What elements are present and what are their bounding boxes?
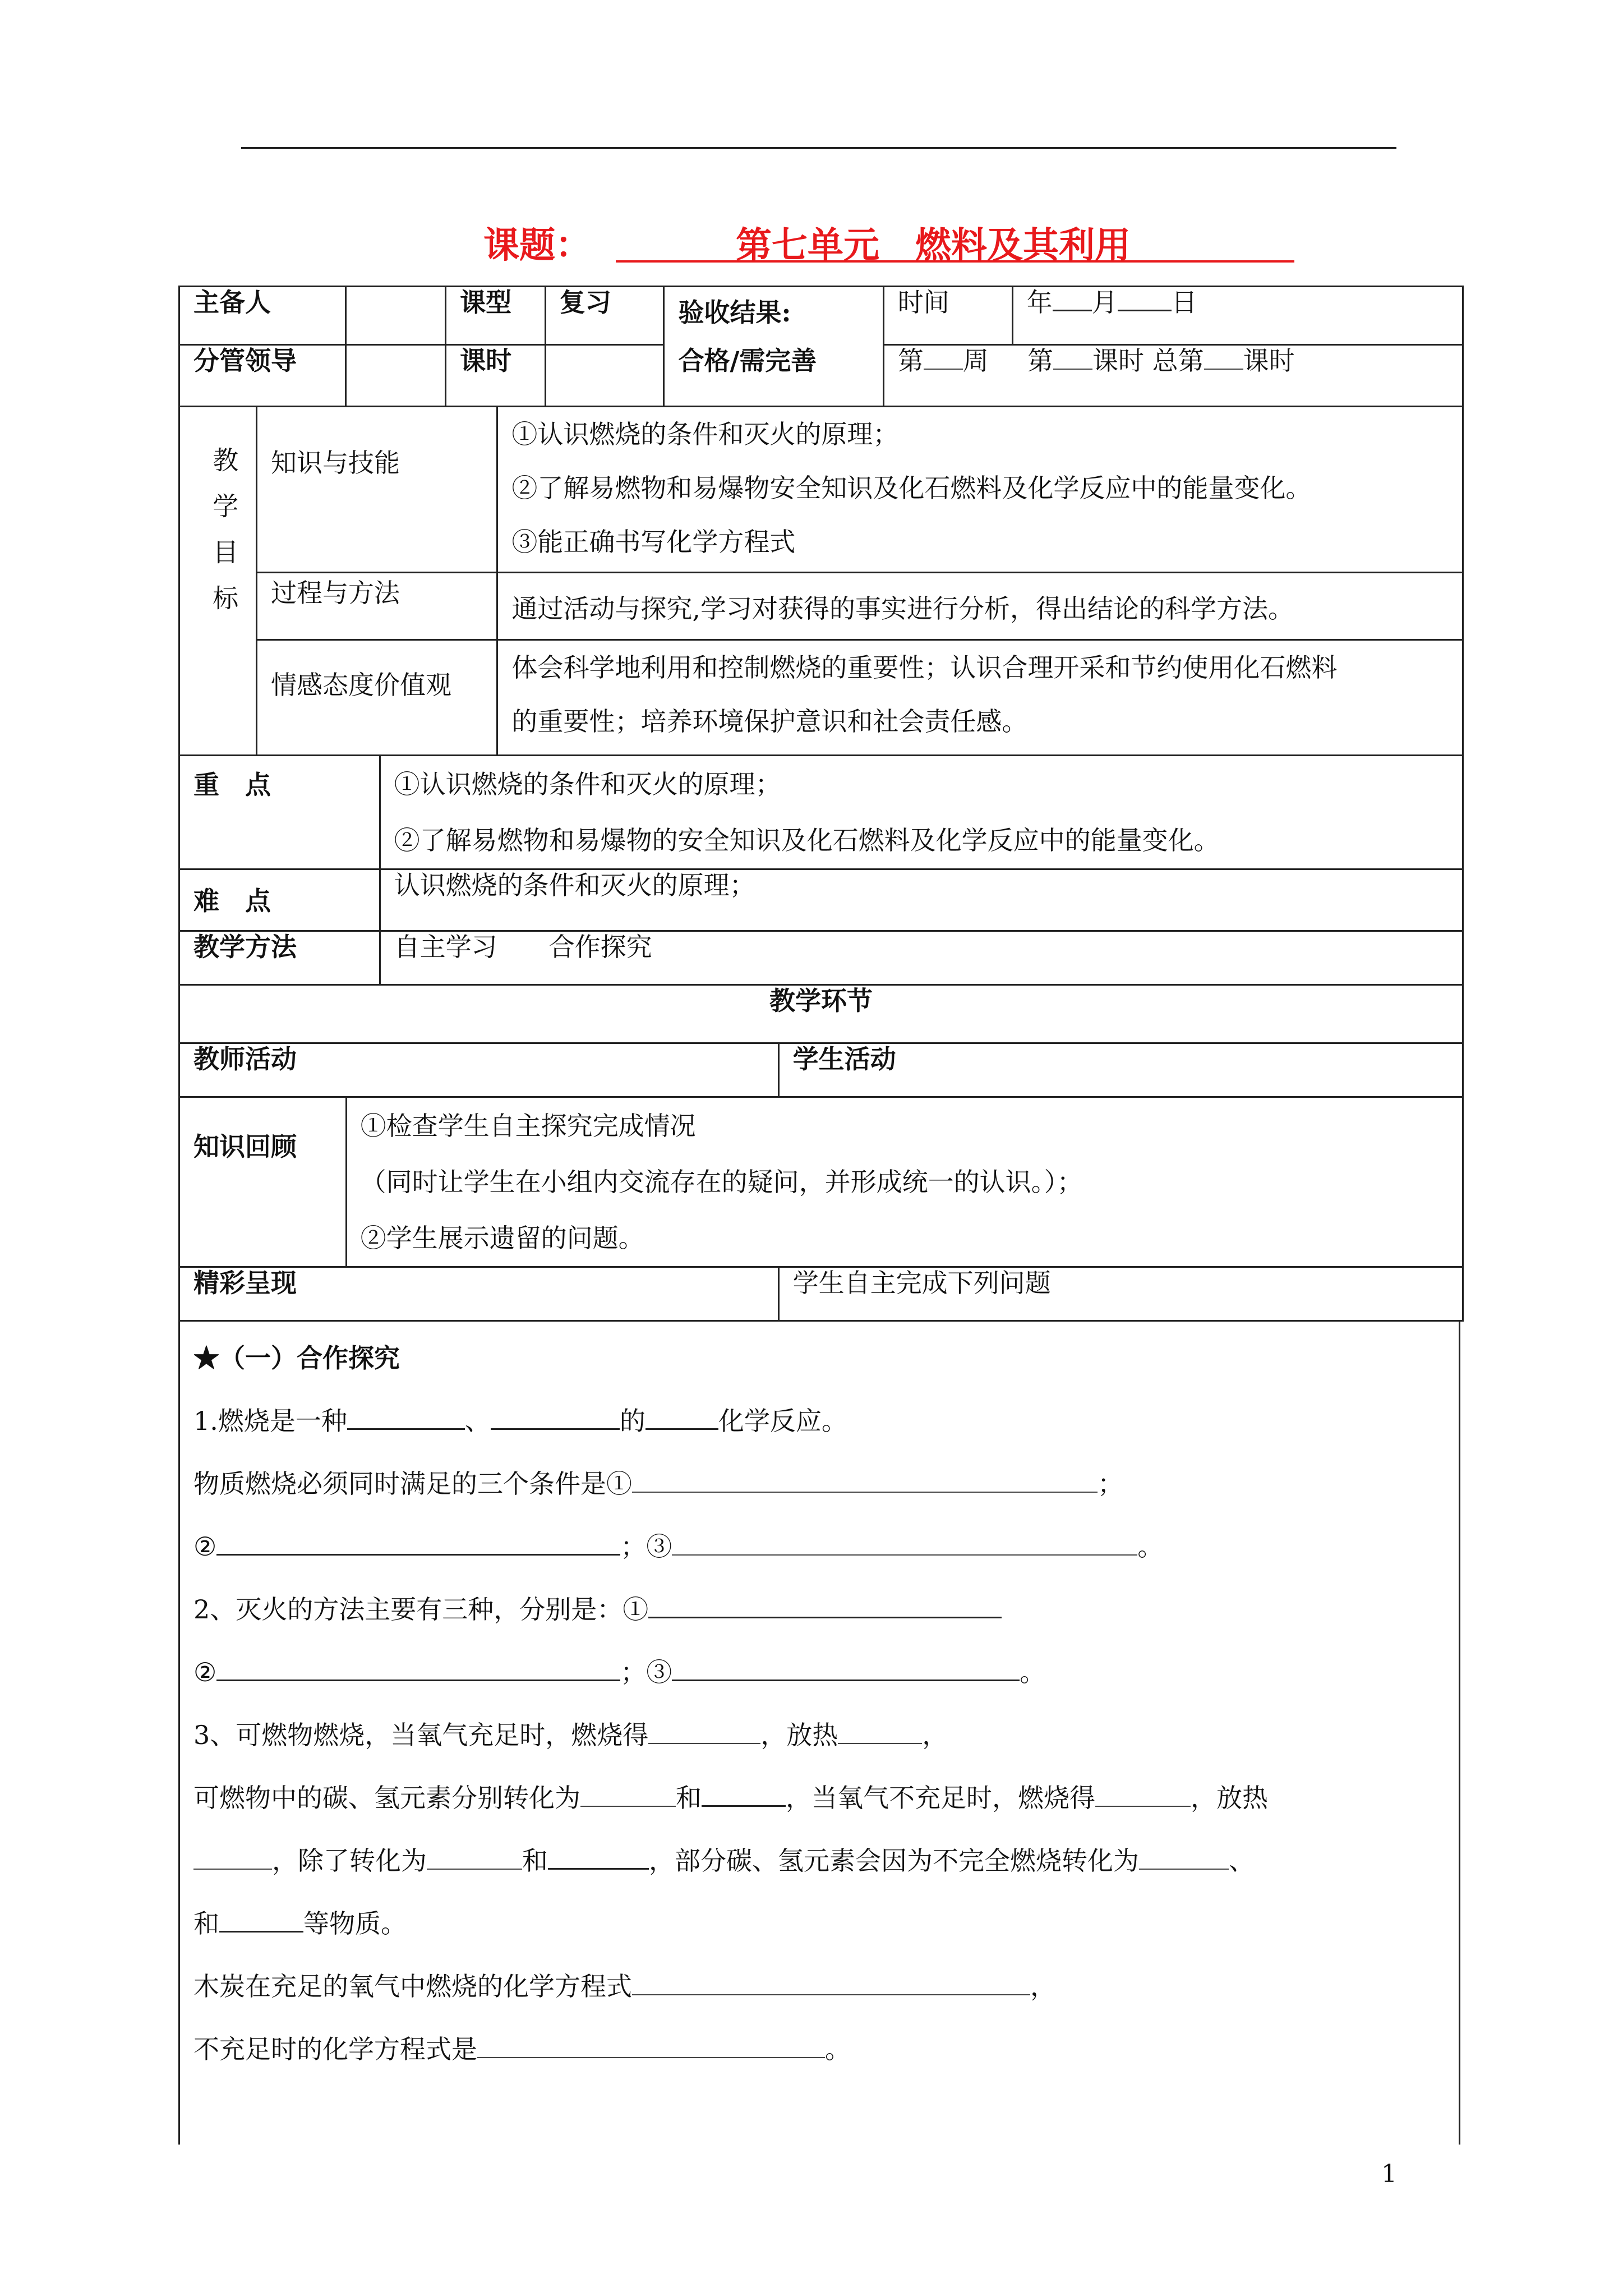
leader-label: 分管领导 xyxy=(179,345,346,407)
blank[interactable] xyxy=(427,1869,522,1870)
question-3: 3、可燃物燃烧，当氧气充足时，燃烧得 ，放热 ， xyxy=(193,1720,948,1750)
knowledge-item: ③能正确书写化学方程式 xyxy=(511,527,796,557)
goals-label: 教学目标 xyxy=(209,447,239,631)
info-table xyxy=(178,286,1464,407)
header-rule xyxy=(241,147,1396,149)
question-1: 1.燃烧是一种 、 的 化学反应。 xyxy=(193,1406,847,1436)
goals-table xyxy=(178,406,1464,756)
process-heading: 教学环节 xyxy=(179,985,1463,1043)
question-4: 木炭在充足的氧气中燃烧的化学方程式 ， xyxy=(193,1971,1056,2001)
question-1-conditions: 物质燃烧必须同时满足的三个条件是① ； xyxy=(193,1469,1123,1499)
date-year: 年 xyxy=(1026,287,1053,318)
hours-label: 课时 xyxy=(446,345,546,407)
knowledge-item: ②了解易燃物和易爆物安全知识及化石燃料及化学反应中的能量变化。 xyxy=(511,473,1312,503)
exercise-heading: ★（一）合作探究 xyxy=(193,1343,400,1373)
blank[interactable] xyxy=(672,1680,1020,1681)
blank[interactable] xyxy=(672,1554,1137,1556)
blank[interactable] xyxy=(216,1554,620,1556)
key-points-label: 重 点 xyxy=(179,756,380,869)
knowledge-item: ①认识燃烧的条件和灭火的原理； xyxy=(511,419,899,449)
emotion-label: 情感态度价值观 xyxy=(256,640,497,756)
difficult-label: 难 点 xyxy=(179,869,380,931)
emotion-cell: 体会科学地利用和控制燃烧的重要性；认识合理开采和节约使用化石燃料 的重要性；培养环境保护意识和社会责任感。 xyxy=(497,640,1463,756)
hours-value xyxy=(545,345,664,407)
check-cell xyxy=(664,287,883,407)
question-1-conditions-2: ② ；③ 。 xyxy=(193,1531,1164,1562)
date-day: 日 xyxy=(1171,287,1197,318)
leader-value xyxy=(346,345,446,407)
blank[interactable] xyxy=(347,1428,465,1430)
blank[interactable] xyxy=(645,1428,718,1430)
title-prefix: 课题： xyxy=(483,224,591,266)
question-3-line4: 和 等物质。 xyxy=(193,1908,407,1939)
date-cell xyxy=(1012,287,1463,345)
preparer-value xyxy=(346,287,446,345)
process-text: 通过活动与探究,学习对获得的事实进行分析，得出结论的科学方法。 xyxy=(497,573,1463,640)
blank[interactable] xyxy=(193,1869,272,1870)
blank[interactable] xyxy=(580,1806,676,1807)
knowledge-label: 知识与技能 xyxy=(256,407,497,573)
method-text: 自主学习 合作探究 xyxy=(380,931,1463,985)
blank[interactable] xyxy=(491,1428,620,1430)
page-title xyxy=(0,211,1623,267)
blank[interactable] xyxy=(838,1743,922,1744)
title-text: 第七单元 燃料及其利用 xyxy=(736,224,1131,266)
question-3-line3: ，除了转化为 和 ，部分碳、氢元素会因为不完全燃烧转化为 、 xyxy=(193,1829,1459,1892)
blank[interactable] xyxy=(1139,1869,1229,1870)
teacher-activity-label: 教师活动 xyxy=(179,1043,779,1097)
question-5: 不充足时的化学方程式是 。 xyxy=(193,2034,851,2064)
blank[interactable] xyxy=(702,1805,786,1807)
date-month: 月 xyxy=(1091,287,1118,318)
blank[interactable] xyxy=(632,1994,1030,1995)
student-activity-label: 学生活动 xyxy=(778,1043,1463,1097)
type-value: 复习 xyxy=(545,287,664,345)
knowledge-cell xyxy=(497,407,1463,573)
exercise-panel xyxy=(178,1320,1460,2145)
blank[interactable] xyxy=(632,1492,1098,1493)
goals-label-cell xyxy=(179,407,257,756)
points-table xyxy=(178,754,1464,986)
lesson-plan xyxy=(178,286,1464,2193)
question-3-line2: 可燃物中的碳、氢元素分别转化为 和 ，当氧气不充足时，燃烧得 ，放热 xyxy=(193,1783,1268,1813)
show-text: 学生自主完成下列问题 xyxy=(778,1267,1463,1321)
review-label: 知识回顾 xyxy=(179,1097,347,1267)
type-label: 课型 xyxy=(446,287,546,345)
page-number: 1 xyxy=(1381,2160,1397,2188)
blank[interactable] xyxy=(477,2057,825,2058)
blank[interactable] xyxy=(548,1868,649,1870)
process-label: 过程与方法 xyxy=(256,573,497,640)
question-2-methods: ② ；③ 。 xyxy=(193,1657,1046,1687)
week-cell: 第 周 第 课时 总第 课时 xyxy=(883,345,1463,407)
show-table xyxy=(178,1266,1464,1322)
blank[interactable] xyxy=(1095,1806,1191,1807)
show-label: 精彩呈现 xyxy=(179,1267,779,1321)
review-cell: ①检查学生自主探究完成情况 （同时让学生在小组内交流存在的疑问，并形成统一的认识。）； ②学生展示遗留的问题。 xyxy=(346,1097,1463,1267)
review-table xyxy=(178,1096,1464,1268)
method-label: 教学方法 xyxy=(179,931,380,985)
blank[interactable] xyxy=(219,1931,303,1932)
time-label: 时间 xyxy=(883,287,1012,345)
key-points-cell: ①认识燃烧的条件和灭火的原理； ②了解易燃物和易爆物的安全知识及化石燃料及化学反应中的能量变化。 xyxy=(380,756,1463,869)
process-table xyxy=(178,984,1464,1098)
check-value: 合格/需完善 xyxy=(678,346,817,376)
preparer-label: 主备人 xyxy=(179,287,346,345)
question-2: 2、灭火的方法主要有三种，分别是：① xyxy=(193,1578,1459,1641)
difficult-text: 认识燃烧的条件和灭火的原理； xyxy=(380,869,1463,931)
blank[interactable] xyxy=(216,1680,620,1681)
blank[interactable] xyxy=(648,1743,760,1744)
check-label: 验收结果: xyxy=(678,297,791,328)
blank[interactable] xyxy=(648,1617,1002,1618)
